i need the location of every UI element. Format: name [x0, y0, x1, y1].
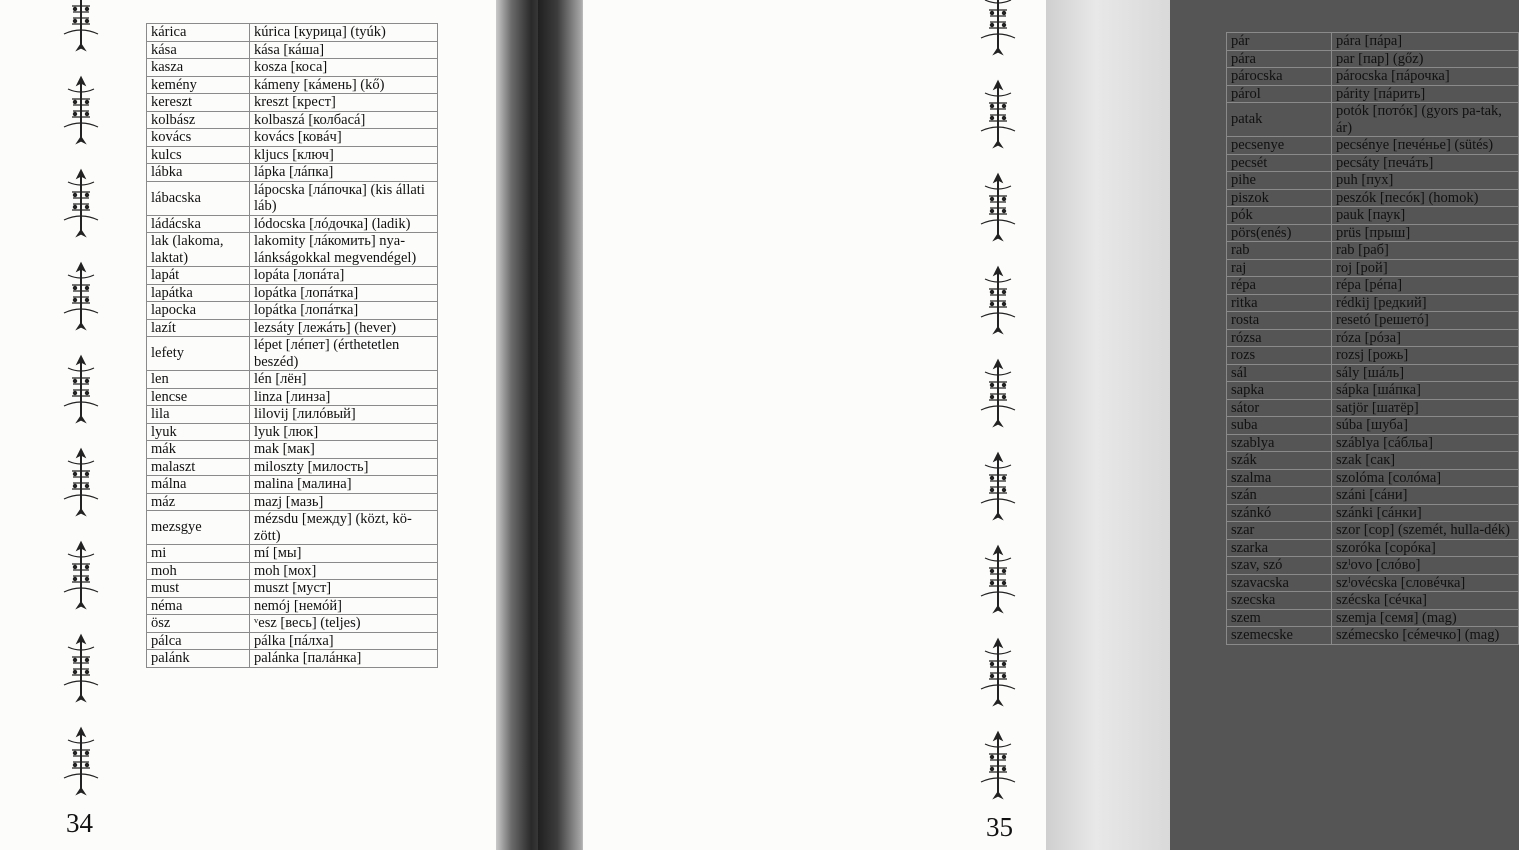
table-row: [147, 545, 438, 563]
hungarian-word: lábacska: [147, 181, 250, 215]
right-vocabulary-table: [1226, 32, 1519, 645]
table-row: [1227, 574, 1519, 592]
table-row: [1227, 154, 1519, 172]
hungarian-word: pálca: [147, 632, 250, 650]
hungarian-word: moh: [147, 562, 250, 580]
table-row: [1227, 382, 1519, 400]
table-row: [147, 632, 438, 650]
russian-equivalent: róza [рóза]: [1332, 329, 1519, 347]
russian-equivalent: száblya [сáбльа]: [1332, 434, 1519, 452]
hungarian-word: lila: [147, 406, 250, 424]
hungarian-word: kereszt: [147, 94, 250, 112]
russian-equivalent: puh [пух]: [1332, 172, 1519, 190]
book-spine-shadow-left: [496, 0, 540, 850]
table-row: [1227, 434, 1519, 452]
table-row: [147, 441, 438, 459]
table-row: [147, 423, 438, 441]
russian-equivalent: malina [малина]: [250, 476, 438, 494]
russian-equivalent: pecsáty [печáть]: [1332, 154, 1519, 172]
table-row: [1227, 504, 1519, 522]
hungarian-word: szablya: [1227, 434, 1332, 452]
hungarian-word: szavacska: [1227, 574, 1332, 592]
russian-equivalent: potók [потóк] (gyors pa-tak, ár): [1332, 103, 1519, 137]
next-page-edge: [1046, 0, 1170, 850]
russian-equivalent: kása [кáша]: [250, 41, 438, 59]
table-row: [1227, 294, 1519, 312]
hungarian-word: lak (lakoma, laktat): [147, 233, 250, 267]
table-row: [1227, 487, 1519, 505]
russian-equivalent: párity [пáрить]: [1332, 85, 1519, 103]
table-row: [1227, 259, 1519, 277]
table-row: [1227, 85, 1519, 103]
hungarian-word: rozs: [1227, 347, 1332, 365]
hungarian-word: szarka: [1227, 539, 1332, 557]
left-border-ornaments: [58, 0, 104, 850]
hungarian-word: szán: [1227, 487, 1332, 505]
hungarian-word: szecska: [1227, 592, 1332, 610]
russian-equivalent: peszók [песóк] (homok): [1332, 189, 1519, 207]
table-row: [147, 388, 438, 406]
hungarian-word: málna: [147, 476, 250, 494]
hungarian-word: pecsenye: [1227, 137, 1332, 155]
table-row: [147, 650, 438, 668]
table-row: [147, 319, 438, 337]
russian-equivalent: kovács [ковáч]: [250, 129, 438, 147]
russian-equivalent: szˡovo [слóво]: [1332, 557, 1519, 575]
russian-equivalent: répa [рéпа]: [1332, 277, 1519, 295]
hungarian-word: pára: [1227, 50, 1332, 68]
hungarian-word: patak: [1227, 103, 1332, 137]
table-row: [1227, 627, 1519, 645]
page-number-right: 35: [986, 812, 1013, 842]
table-row: [147, 111, 438, 129]
russian-equivalent: ᵛesz [весь] (teljes): [250, 615, 438, 633]
left-page: [0, 0, 500, 850]
hungarian-word: sál: [1227, 364, 1332, 382]
russian-equivalent: moh [мох]: [250, 562, 438, 580]
russian-equivalent: szˡovécska [словéчка]: [1332, 574, 1519, 592]
russian-equivalent: prüs [прыш]: [1332, 224, 1519, 242]
russian-equivalent: szolóma [солóма]: [1332, 469, 1519, 487]
hungarian-word: mi: [147, 545, 250, 563]
table-row: [1227, 347, 1519, 365]
hungarian-word: lábka: [147, 164, 250, 182]
table-row: [1227, 137, 1519, 155]
russian-equivalent: roj [рой]: [1332, 259, 1519, 277]
hungarian-word: lyuk: [147, 423, 250, 441]
table-row: [147, 41, 438, 59]
hungarian-word: lapát: [147, 267, 250, 285]
hungarian-word: kolbász: [147, 111, 250, 129]
hungarian-word: pár: [1227, 33, 1332, 51]
russian-equivalent: sály [шáль]: [1332, 364, 1519, 382]
table-row: [147, 406, 438, 424]
table-row: [147, 76, 438, 94]
table-row: [147, 215, 438, 233]
hungarian-word: ritka: [1227, 294, 1332, 312]
table-row: [1227, 609, 1519, 627]
russian-equivalent: lódocska [лóдочка] (ladik): [250, 215, 438, 233]
table-row: [147, 267, 438, 285]
left-vocabulary-table: [146, 23, 438, 668]
russian-equivalent: szémecsko [сéмечко] (mag): [1332, 627, 1519, 645]
russian-equivalent: lilovij [лилóвый]: [250, 406, 438, 424]
russian-equivalent: lopáta [лопáта]: [250, 267, 438, 285]
hungarian-word: kulcs: [147, 146, 250, 164]
russian-equivalent: mézsdu [между] (közt, kö-zött): [250, 511, 438, 545]
russian-equivalent: nemój [немóй]: [250, 597, 438, 615]
table-row: [1227, 103, 1519, 137]
hungarian-word: piszok: [1227, 189, 1332, 207]
hungarian-word: kasza: [147, 59, 250, 77]
russian-equivalent: palánka [палáнка]: [250, 650, 438, 668]
table-row: [1227, 312, 1519, 330]
table-row: [147, 59, 438, 77]
table-row: [147, 284, 438, 302]
russian-equivalent: kámeny [кáмень] (kő): [250, 76, 438, 94]
table-row: [1227, 469, 1519, 487]
russian-equivalent: lopátka [лопáтка]: [250, 302, 438, 320]
hungarian-word: ösz: [147, 615, 250, 633]
russian-equivalent: lépet [лéпет] (érthetetlen beszéd): [250, 337, 438, 371]
russian-equivalent: lápka [лáпка]: [250, 164, 438, 182]
hungarian-word: pörs(enés): [1227, 224, 1332, 242]
table-row: [1227, 277, 1519, 295]
hungarian-word: néma: [147, 597, 250, 615]
hungarian-word: répa: [1227, 277, 1332, 295]
hungarian-word: máz: [147, 493, 250, 511]
table-row: [147, 146, 438, 164]
russian-equivalent: rab [раб]: [1332, 242, 1519, 260]
hungarian-word: mák: [147, 441, 250, 459]
russian-equivalent: párocska [пáрочка]: [1332, 68, 1519, 86]
hungarian-word: pók: [1227, 207, 1332, 225]
table-row: [147, 511, 438, 545]
table-row: [1227, 539, 1519, 557]
russian-equivalent: mak [мак]: [250, 441, 438, 459]
hungarian-word: malaszt: [147, 458, 250, 476]
table-row: [1227, 50, 1519, 68]
hungarian-word: lapocka: [147, 302, 250, 320]
russian-equivalent: lápocska [лáпочка] (kis állati láb): [250, 181, 438, 215]
hungarian-word: mezsgye: [147, 511, 250, 545]
hungarian-word: rózsa: [1227, 329, 1332, 347]
hungarian-word: pecsét: [1227, 154, 1332, 172]
hungarian-word: ládácska: [147, 215, 250, 233]
table-row: [1227, 522, 1519, 540]
table-row: [147, 476, 438, 494]
russian-equivalent: kljucs [ключ]: [250, 146, 438, 164]
page-number-left: 34: [66, 808, 93, 838]
table-row: [1227, 417, 1519, 435]
hungarian-word: lazít: [147, 319, 250, 337]
table-row: [1227, 329, 1519, 347]
hungarian-word: kárica: [147, 24, 250, 42]
hungarian-word: kemény: [147, 76, 250, 94]
russian-equivalent: pára [пáра]: [1332, 33, 1519, 51]
hungarian-word: kása: [147, 41, 250, 59]
hungarian-word: sátor: [1227, 399, 1332, 417]
hungarian-word: szemecske: [1227, 627, 1332, 645]
hungarian-word: must: [147, 580, 250, 598]
russian-equivalent: rédkij [редкий]: [1332, 294, 1519, 312]
table-row: [147, 24, 438, 42]
book-spine-shadow-right: [538, 0, 586, 850]
hungarian-word: lencse: [147, 388, 250, 406]
table-row: [1227, 207, 1519, 225]
russian-equivalent: szak [сак]: [1332, 452, 1519, 470]
russian-equivalent: súba [шуба]: [1332, 417, 1519, 435]
russian-equivalent: kolbaszá [колбасá]: [250, 111, 438, 129]
hungarian-word: palánk: [147, 650, 250, 668]
russian-equivalent: szor [сор] (szemét, hulla-dék): [1332, 522, 1519, 540]
table-row: [1227, 557, 1519, 575]
hungarian-word: lefety: [147, 337, 250, 371]
table-row: [147, 597, 438, 615]
right-border-ornaments: [975, 0, 1021, 850]
russian-equivalent: satjör [шатëр]: [1332, 399, 1519, 417]
russian-equivalent: par [пар] (gőz): [1332, 50, 1519, 68]
russian-equivalent: száni [сáни]: [1332, 487, 1519, 505]
table-row: [1227, 33, 1519, 51]
table-row: [147, 302, 438, 320]
russian-equivalent: szemja [семя] (mag): [1332, 609, 1519, 627]
russian-equivalent: pálka [пáлха]: [250, 632, 438, 650]
russian-equivalent: linza [линза]: [250, 388, 438, 406]
russian-equivalent: lén [лён]: [250, 371, 438, 389]
table-row: [1227, 172, 1519, 190]
hungarian-word: szem: [1227, 609, 1332, 627]
table-row: [1227, 189, 1519, 207]
table-row: [1227, 399, 1519, 417]
russian-equivalent: lezsáty [лежáть] (hever): [250, 319, 438, 337]
hungarian-word: szánkó: [1227, 504, 1332, 522]
russian-equivalent: lyuk [люк]: [250, 423, 438, 441]
hungarian-word: raj: [1227, 259, 1332, 277]
russian-equivalent: mí [мы]: [250, 545, 438, 563]
table-row: [147, 181, 438, 215]
hungarian-word: párocska: [1227, 68, 1332, 86]
hungarian-word: rosta: [1227, 312, 1332, 330]
table-row: [1227, 452, 1519, 470]
table-row: [147, 580, 438, 598]
hungarian-word: suba: [1227, 417, 1332, 435]
table-row: [147, 371, 438, 389]
russian-equivalent: kosza [коса]: [250, 59, 438, 77]
russian-equivalent: mazj [мазь]: [250, 493, 438, 511]
hungarian-word: párol: [1227, 85, 1332, 103]
table-row: [147, 233, 438, 267]
russian-equivalent: kúrica [курица] (tyúk): [250, 24, 438, 42]
table-row: [147, 94, 438, 112]
hungarian-word: szák: [1227, 452, 1332, 470]
russian-equivalent: muszt [муст]: [250, 580, 438, 598]
russian-equivalent: szánki [сáнки]: [1332, 504, 1519, 522]
table-row: [147, 129, 438, 147]
table-row: [147, 164, 438, 182]
russian-equivalent: szécska [сéчка]: [1332, 592, 1519, 610]
russian-equivalent: pecsénye [печéнье] (sütés): [1332, 137, 1519, 155]
hungarian-word: kovács: [147, 129, 250, 147]
russian-equivalent: rozsj [рожь]: [1332, 347, 1519, 365]
russian-equivalent: miloszty [милость]: [250, 458, 438, 476]
table-row: [1227, 242, 1519, 260]
table-row: [1227, 592, 1519, 610]
table-row: [147, 337, 438, 371]
table-row: [147, 458, 438, 476]
table-row: [147, 493, 438, 511]
russian-equivalent: szoróka [сорóка]: [1332, 539, 1519, 557]
table-row: [147, 615, 438, 633]
russian-equivalent: lakomity [лáкомить] nya-lánkságokkal megvendégel): [250, 233, 438, 267]
russian-equivalent: sápka [шáпка]: [1332, 382, 1519, 400]
hungarian-word: lapátka: [147, 284, 250, 302]
russian-equivalent: lopátka [лопáтка]: [250, 284, 438, 302]
hungarian-word: rab: [1227, 242, 1332, 260]
hungarian-word: szalma: [1227, 469, 1332, 487]
table-row: [1227, 364, 1519, 382]
hungarian-word: szar: [1227, 522, 1332, 540]
russian-equivalent: kreszt [крест]: [250, 94, 438, 112]
hungarian-word: szav, szó: [1227, 557, 1332, 575]
hungarian-word: sapka: [1227, 382, 1332, 400]
hungarian-word: pihe: [1227, 172, 1332, 190]
russian-equivalent: pauk [паук]: [1332, 207, 1519, 225]
table-row: [1227, 68, 1519, 86]
russian-equivalent: resetó [решетó]: [1332, 312, 1519, 330]
hungarian-word: len: [147, 371, 250, 389]
table-row: [147, 562, 438, 580]
table-row: [1227, 224, 1519, 242]
